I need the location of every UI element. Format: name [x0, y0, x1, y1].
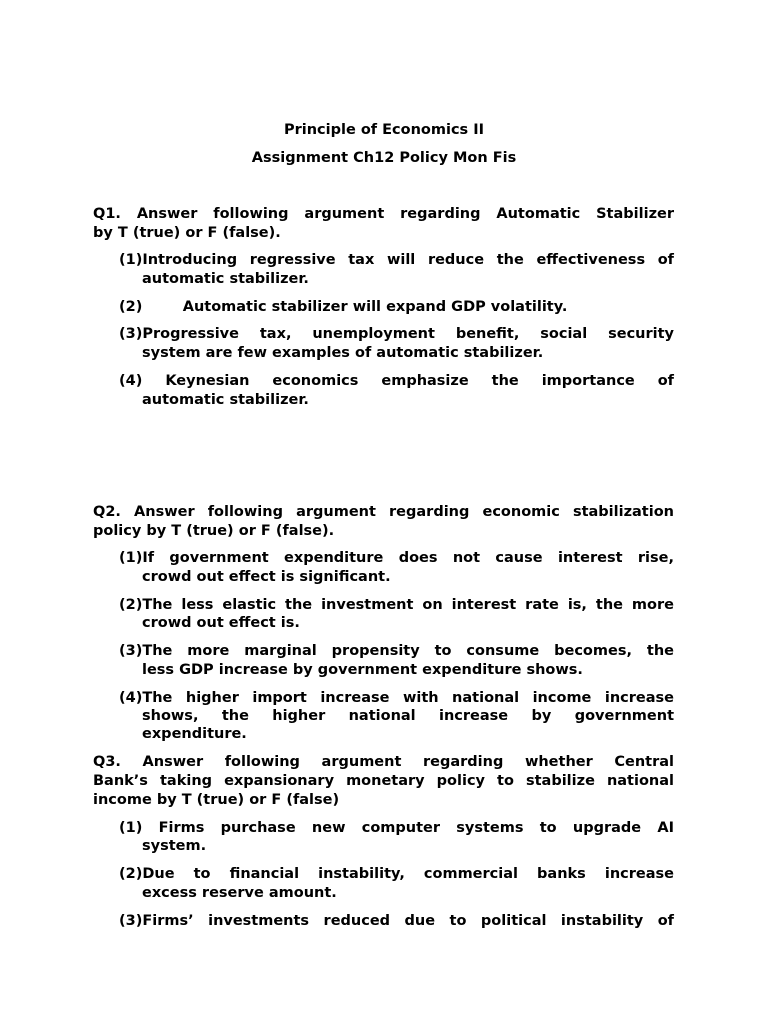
q1-item-4-line-2: automatic stabilizer.	[142, 392, 309, 408]
question-2-line-2: policy by T (true) or F (false).	[93, 523, 335, 539]
q1-item-3-line-2: system are few examples of automatic stabilizer.	[142, 345, 544, 361]
q1-item-1-line-2: automatic stabilizer.	[142, 271, 309, 287]
question-3-line-1: Q3. Answer following argument regarding whether Central	[93, 754, 674, 770]
document-subtitle: Assignment Ch12 Policy Mon Fis	[251, 150, 517, 166]
q2-item-1-line-1: (1)If government expenditure does not cause interest rise,	[119, 550, 674, 566]
q2-item-2-line-1: (2)The less elastic the investment on interest rate is, the more	[119, 597, 674, 613]
q3-item-3-line-1: (3)Firms’ investments reduced due to political instability of	[119, 913, 674, 929]
q2-item-2-line-2: crowd out effect is.	[142, 615, 300, 631]
q3-item-2-line-2: excess reserve amount.	[142, 885, 337, 901]
q2-item-3-line-2: less GDP increase by government expenditure shows.	[142, 662, 583, 678]
q2-item-4-line-1: (4)The higher import increase with national income increase	[119, 690, 674, 706]
q2-item-4-line-2: shows, the higher national increase by government	[142, 708, 674, 724]
question-1-line-1: Q1. Answer following argument regarding Automatic Stabilizer	[93, 206, 674, 222]
question-3-line-3: income by T (true) or F (false)	[93, 792, 340, 808]
q1-item-1-line-1: (1)Introducing regressive tax will reduce the effectiveness of	[119, 252, 674, 268]
q2-item-4-line-3: expenditure.	[142, 726, 247, 742]
question-1-line-2: by T (true) or F (false).	[93, 225, 281, 241]
q3-item-2-line-1: (2)Due to financial instability, commercial banks increase	[119, 866, 674, 882]
q1-item-3-line-1: (3)Progressive tax, unemployment benefit, social security	[119, 326, 674, 342]
q3-item-1-line-2: system.	[142, 838, 207, 854]
q1-item-2-line-1: (2) Automatic stabilizer will expand GDP volatility.	[119, 299, 568, 315]
q3-item-1-line-1: (1) Firms purchase new computer systems to upgrade AI	[119, 820, 674, 836]
q2-item-1-line-2: crowd out effect is significant.	[142, 569, 391, 585]
question-2-line-1: Q2. Answer following argument regarding economic stabilization	[93, 504, 674, 520]
q1-item-4-line-1: (4) Keynesian economics emphasize the importance of	[119, 373, 674, 389]
q2-item-3-line-1: (3)The more marginal propensity to consume becomes, the	[119, 643, 674, 659]
document-title: Principle of Economics II	[283, 122, 485, 138]
question-3-line-2: Bank’s taking expansionary monetary policy to stabilize national	[93, 773, 674, 789]
